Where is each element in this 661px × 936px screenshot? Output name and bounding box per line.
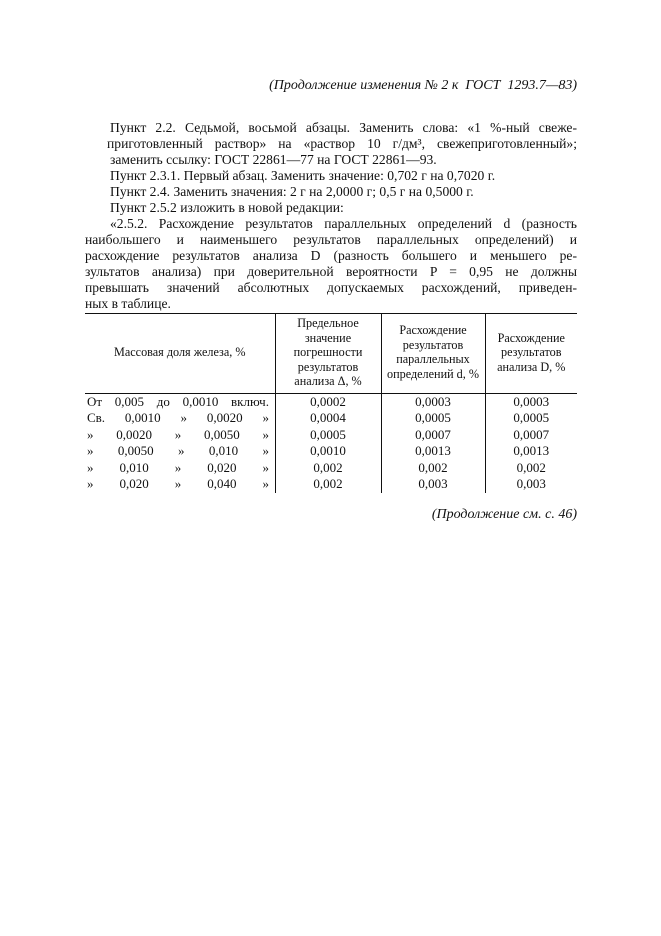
parallel-discrepancy-cell: 0,003 <box>381 476 485 493</box>
text-line: превышать значений абсолютных допускаемых расхождений, приведен- <box>85 280 577 295</box>
paragraph-2-3-1 <box>110 168 577 184</box>
analysis-discrepancy-cell: 0,003 <box>485 476 577 493</box>
text-line: Пункт 2.5.2 изложить в новой редакции: <box>110 200 344 215</box>
range-parts <box>87 427 269 444</box>
range-to: 0,020 <box>207 459 237 475</box>
text-line: приготовленный раствор» на «раствор 10 г/дм³, свежеприготовленный»; <box>107 136 577 151</box>
parallel-discrepancy-cell: 0,0005 <box>381 410 485 427</box>
table-row <box>85 443 577 460</box>
range-sep: до <box>156 393 170 409</box>
range-sep: » <box>178 443 185 459</box>
range-parts <box>87 394 269 411</box>
data-table <box>85 313 577 493</box>
range-suffix: » <box>262 443 269 459</box>
range-suffix: » <box>262 426 269 442</box>
text-line: ных в таблице. <box>85 296 171 311</box>
range-to: 0,0010 <box>182 393 219 409</box>
text-line: расхождение результатов анализа D (разность большего и меньшего ре- <box>85 248 577 263</box>
text-line: заменить ссылку: ГОСТ 22861—77 на ГОСТ 22861—93. <box>110 152 437 167</box>
range-from: 0,005 <box>114 393 145 409</box>
range-sep: » <box>180 410 188 426</box>
range-to: 0,010 <box>208 443 239 459</box>
col-header-analysis-discrepancy: Расхождение результатов анализа D, % <box>485 314 577 394</box>
error-limit-cell: 0,0004 <box>275 410 381 427</box>
parallel-discrepancy-cell: 0,0007 <box>381 427 485 444</box>
table-body <box>85 393 577 493</box>
range-cell <box>85 427 275 444</box>
analysis-discrepancy-cell: 0,0003 <box>485 393 577 410</box>
range-cell <box>85 460 275 477</box>
error-limit-cell: 0,0002 <box>275 393 381 410</box>
table-row <box>85 427 577 444</box>
paragraph-2-5-2-intro <box>110 200 577 216</box>
range-sep: » <box>174 426 182 442</box>
paragraph-2-2 <box>107 120 577 152</box>
range-suffix: включ. <box>231 393 269 409</box>
range-cell <box>85 476 275 493</box>
range-cell <box>85 410 275 427</box>
text-line: Пункт 2.3.1. Первый абзац. Заменить значение: 0,702 г на 0,7020 г. <box>110 168 496 183</box>
analysis-discrepancy-cell: 0,0007 <box>485 427 577 444</box>
range-to: 0,0020 <box>206 410 243 426</box>
analysis-discrepancy-cell: 0,002 <box>485 460 577 477</box>
range-suffix: » <box>262 459 269 475</box>
range-sep: » <box>174 476 182 492</box>
range-prefix: » <box>87 426 94 442</box>
error-limit-cell: 0,0005 <box>275 427 381 444</box>
text-line: Пункт 2.4. Заменить значения: 2 г на 2,0000 г; 0,5 г на 0,5000 г. <box>110 184 474 199</box>
table-row <box>85 393 577 410</box>
table-row <box>85 476 577 493</box>
range-parts <box>87 460 269 477</box>
range-from: 0,020 <box>119 476 149 492</box>
range-sep: » <box>174 459 182 475</box>
parallel-discrepancy-cell: 0,0003 <box>381 393 485 410</box>
range-from: 0,0020 <box>116 426 152 442</box>
range-suffix: » <box>262 410 269 426</box>
range-prefix: От <box>87 393 103 409</box>
text-line: наибольшего и наименьшего результатов параллельных определений) и <box>85 232 577 247</box>
text-line: «2.5.2. Расхождение результатов параллельных определений d (разность <box>110 216 577 231</box>
page-footer: (Продолжение см. с. 46) <box>431 507 577 522</box>
table-row <box>85 410 577 427</box>
parallel-discrepancy-cell: 0,0013 <box>381 443 485 460</box>
table-row <box>85 460 577 477</box>
col-header-error-limit: Предельное значение погрешности результатов анализа Δ, % <box>275 314 381 394</box>
paragraph-2-4 <box>110 184 577 200</box>
range-prefix: Св. <box>87 410 106 426</box>
error-limit-cell: 0,0010 <box>275 443 381 460</box>
paragraph-2-5-2 <box>85 216 577 312</box>
paragraph-ref <box>110 152 577 168</box>
range-parts <box>87 410 269 427</box>
text-line: Пункт 2.2. Седьмой, восьмой абзацы. Заменить слова: «1 %-ный свеже- <box>110 120 577 135</box>
range-prefix: » <box>87 443 94 459</box>
range-suffix: » <box>262 476 269 492</box>
col-header-mass-fraction: Массовая доля железа, % <box>85 314 275 394</box>
range-prefix: » <box>87 476 94 492</box>
range-parts <box>87 476 269 493</box>
range-cell <box>85 443 275 460</box>
range-to: 0,0050 <box>204 426 240 442</box>
range-cell <box>85 393 275 410</box>
page-header: (Продолжение изменения № 2 к ГОСТ 1293.7—83) <box>269 78 577 93</box>
range-from: 0,0010 <box>124 410 161 426</box>
range-to: 0,040 <box>207 476 237 492</box>
range-parts <box>87 443 269 460</box>
parallel-discrepancy-cell: 0,002 <box>381 460 485 477</box>
text-line: зультатов анализа) при доверительной вероятности P = 0,95 не должны <box>85 264 577 279</box>
analysis-discrepancy-cell: 0,0013 <box>485 443 577 460</box>
error-limit-cell: 0,002 <box>275 476 381 493</box>
col-header-parallel-discrepancy: Расхождение результатов параллельных определений d, % <box>381 314 485 394</box>
range-prefix: » <box>87 459 94 475</box>
error-limit-cell: 0,002 <box>275 460 381 477</box>
table-header-row <box>85 314 577 394</box>
analysis-discrepancy-cell: 0,0005 <box>485 410 577 427</box>
range-from: 0,0050 <box>117 443 154 459</box>
range-from: 0,010 <box>119 459 149 475</box>
